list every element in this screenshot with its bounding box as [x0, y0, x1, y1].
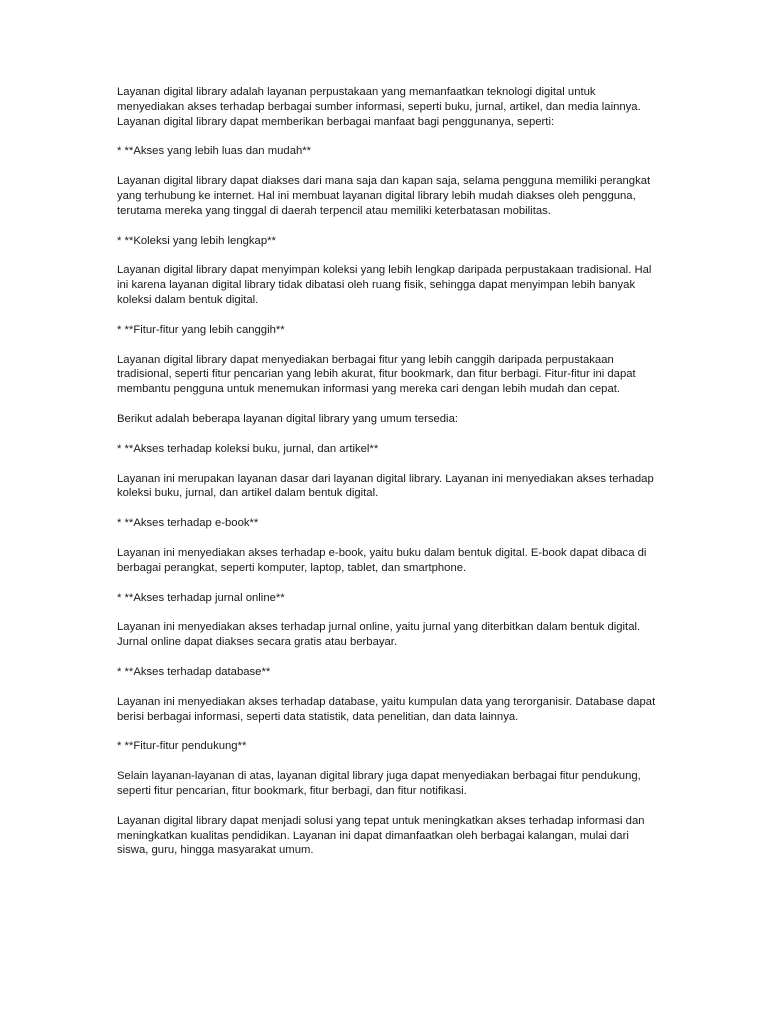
closing-paragraph: Layanan digital library dapat menjadi solusi yang tepat untuk meningkatkan akses terhadap informasi dan meningkatkan kualitas pendidikan. Layanan ini dapat dimanfaatkan oleh berbagai kalangan, mulai dari siswa, guru, hingga masyarakat umum.	[117, 814, 645, 857]
body-paragraph: Selain layanan-layanan di atas, layanan digital library juga dapat menyediakan berbagai fitur pendukung, seperti fitur pencarian, fitur bookmark, fitur berbagi, dan fitur notifikasi.	[117, 770, 641, 797]
intro-paragraph: Layanan digital library adalah layanan perpustakaan yang memanfaatkan teknologi digital untuk menyediakan akses terhadap berbagai sumber informasi, seperti buku, jurnal, artikel, dan media lainnya. Layanan digital library dapat memberikan berbagai manfaat bagi penggunanya, seperti:	[117, 86, 641, 128]
body-paragraph: Layanan digital library dapat menyediakan berbagai fitur yang lebih canggih daripada perpustakaan tradisional, seperti fitur pencarian yang lebih akurat, fitur bookmark, dan fitur berbagi. Fitur-fitur ini dapat membantu pengguna untuk menemukan informasi yang mereka cari dengan lebih mudah dan cepat.	[117, 353, 636, 396]
bullet-heading-fitur-canggih: * **Fitur-fitur yang lebih canggih**	[117, 323, 285, 336]
bullet-heading-koleksi: * **Koleksi yang lebih lengkap**	[117, 234, 276, 247]
section-intro-paragraph: Berikut adalah beberapa layanan digital library yang umum tersedia:	[117, 412, 458, 425]
bullet-heading-ebook: * **Akses terhadap e-book**	[117, 517, 259, 530]
body-paragraph: Layanan ini menyediakan akses terhadap jurnal online, yaitu jurnal yang diterbitkan dalam bentuk digital. Jurnal online dapat diakses secara gratis atau berbayar.	[117, 621, 641, 649]
body-paragraph: Layanan ini menyediakan akses terhadap database, yaitu kumpulan data yang terorganisir. Database dapat berisi berbagai informasi, seperti data statistik, data penelitian, dan data lainnya.	[117, 695, 656, 723]
bullet-heading-akses-luas: * **Akses yang lebih luas dan mudah**	[117, 145, 312, 158]
body-paragraph: Layanan digital library dapat diakses dari mana saja dan kapan saja, selama pengguna memiliki perangkat yang terhubung ke internet. Hal ini membuat layanan digital library lebih mudah diakses oleh pengguna, terutama mereka yang tinggal di daerah terpencil atau memiliki keterbatasan mobilitas.	[117, 175, 651, 217]
bullet-heading-fitur-pendukung: * **Fitur-fitur pendukung**	[117, 740, 247, 753]
bullet-heading-database: * **Akses terhadap database**	[117, 665, 271, 678]
bullet-heading-jurnal-online: * **Akses terhadap jurnal online**	[117, 591, 285, 604]
document-body	[117, 85, 657, 873]
body-paragraph: Layanan ini menyediakan akses terhadap e-book, yaitu buku dalam bentuk digital. E-book dapat dibaca di berbagai perangkat, seperti komputer, laptop, tablet, dan smartphone.	[117, 546, 647, 574]
body-paragraph: Layanan digital library dapat menyimpan koleksi yang lebih lengkap daripada perpustakaan tradisional. Hal ini karena layanan digital library tidak dibatasi oleh ruang fisik, sehingga dapat menyimpan lebih banyak koleksi dalam bentuk digital.	[117, 264, 652, 306]
body-paragraph: Layanan ini merupakan layanan dasar dari layanan digital library. Layanan ini menyediakan akses terhadap koleksi buku, jurnal, dan artikel dalam bentuk digital.	[117, 472, 654, 500]
bullet-heading-koleksi-buku: * **Akses terhadap koleksi buku, jurnal, dan artikel**	[117, 442, 379, 455]
